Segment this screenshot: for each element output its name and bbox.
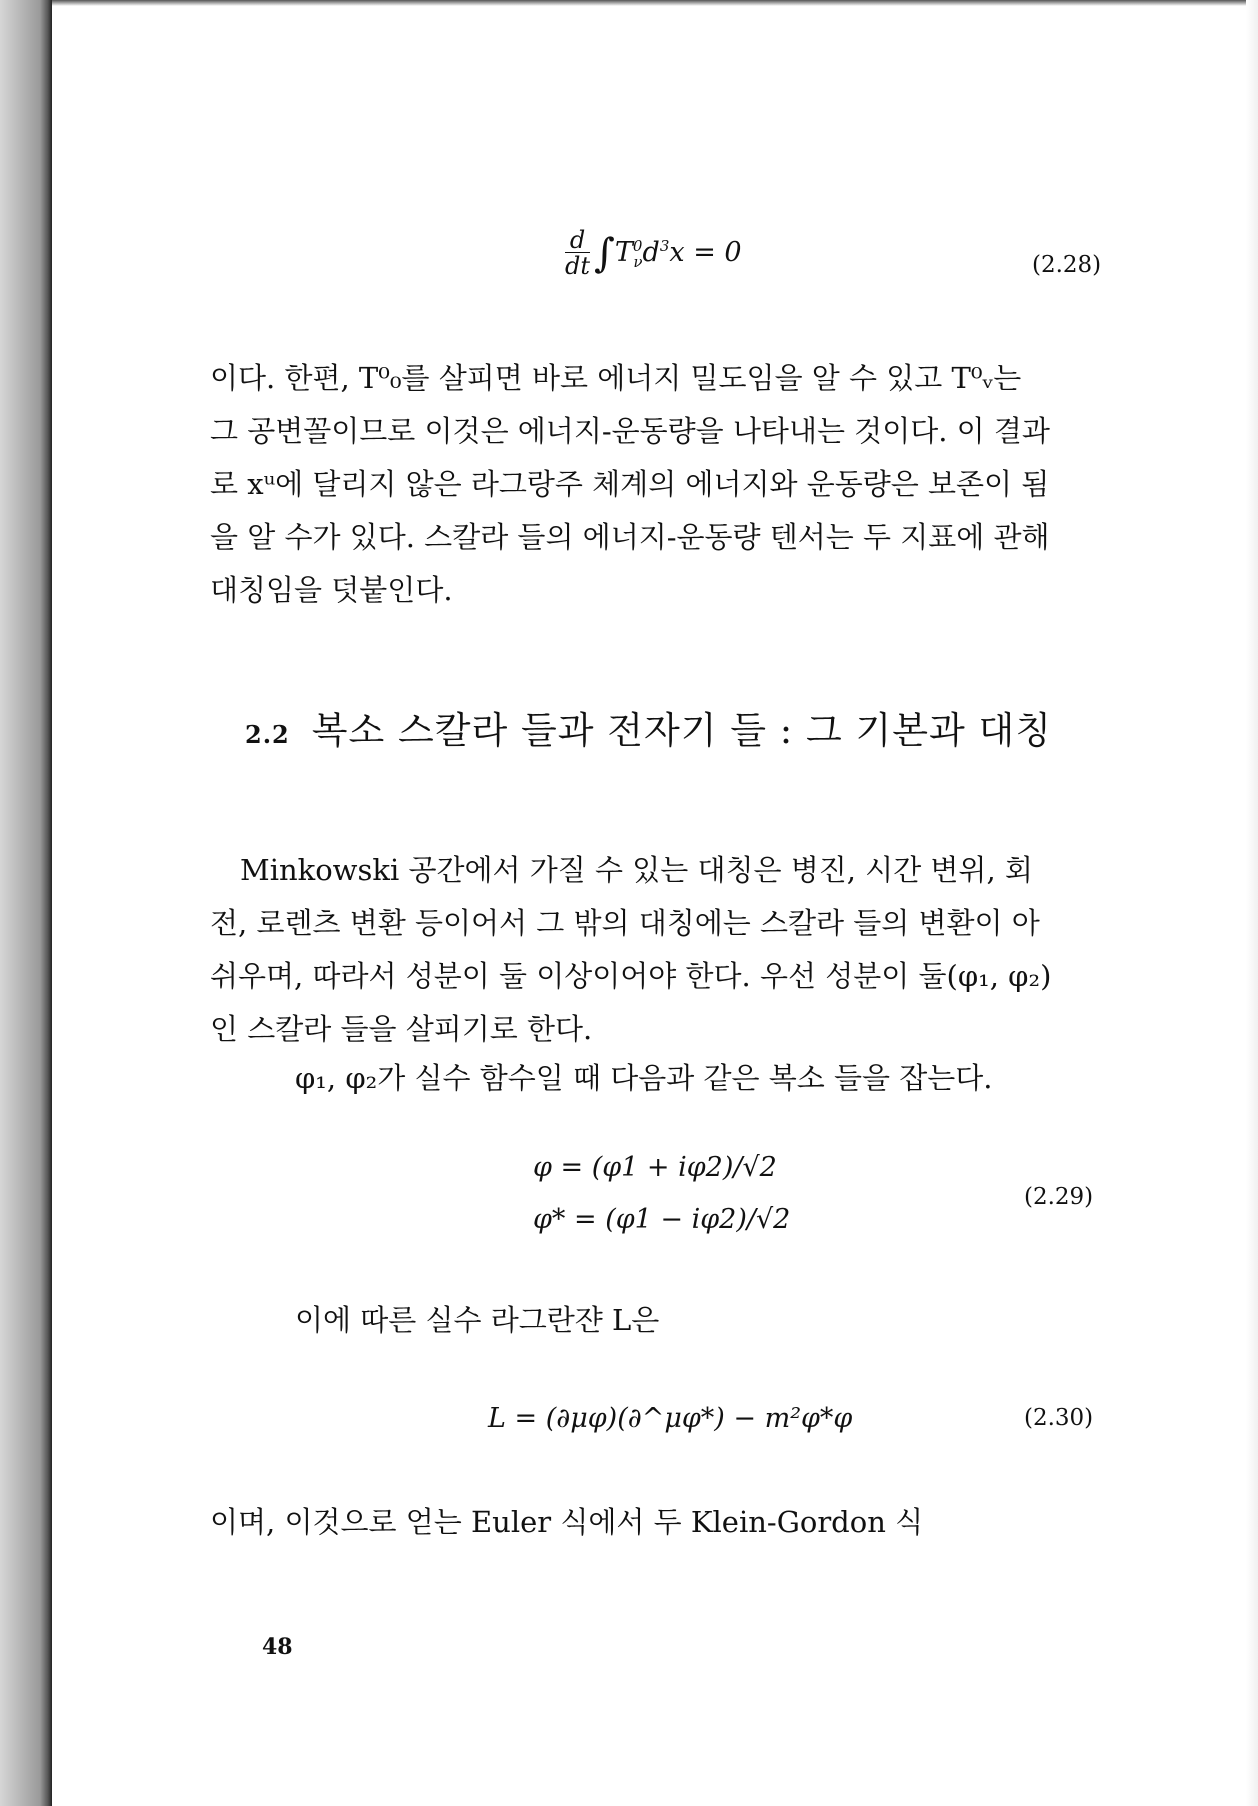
text-line: φ₁, φ₂가 실수 함수일 때 다음과 같은 복소 들을 잡는다.	[295, 1061, 993, 1095]
equation-number: (2.28)	[1032, 252, 1102, 278]
section-number: 2.2	[245, 720, 290, 749]
text-line: 로 xᵘ에 달리지 않은 라그랑주 체계의 에너지와 운동량은 보존이 됨	[210, 467, 1050, 501]
page-number: 48	[262, 1634, 293, 1660]
paragraph-euler	[210, 1496, 1128, 1549]
text-line: 전, 로렌츠 변환 등이어서 그 밖의 대칭에는 스칼라 들의 변환이 아	[210, 906, 1040, 940]
equation-number: (2.30)	[1024, 1405, 1094, 1431]
text-line: 인 스칼라 들을 살피기로 한다.	[210, 1012, 593, 1046]
paragraph-energy-momentum	[210, 352, 1128, 617]
text-line: 그 공변꼴이므로 이것은 에너지-운동량을 나타내는 것이다. 이 결과	[210, 414, 1050, 448]
page-binding-shadow	[0, 0, 52, 1806]
equation-2-29-line1: φ = (φ1 + iφ2)/√2	[533, 1152, 777, 1183]
equation-2-28: $\frac{d}{dt}$ $\int T^0_\nu d^3x = 0$	[565, 226, 742, 280]
section-title: 복소 스칼라 들과 전자기 들 : 그 기본과 대칭	[311, 709, 1052, 752]
text-line: 대칭임을 덧붙인다.	[210, 573, 453, 607]
paragraph-lagrangian-intro	[295, 1294, 1135, 1347]
section-heading	[245, 700, 1052, 754]
text-line: 쉬우며, 따라서 성분이 둘 이상이어야 한다. 우선 성분이 둘(φ₁, φ₂)	[210, 959, 1052, 993]
text-line: 을 알 수가 있다. 스칼라 들의 에너지-운동량 텐서는 두 지표에 관해	[210, 520, 1050, 554]
paragraph-symmetry	[210, 844, 1128, 1056]
equation-2-29-line2: φ* = (φ1 − iφ2)/√2	[533, 1204, 791, 1235]
text-line: Minkowski 공간에서 가질 수 있는 대칭은 병진, 시간 변위, 회	[240, 853, 1033, 887]
equation-number: (2.29)	[1024, 1184, 1094, 1210]
text-line: 이다. 한편, T⁰₀를 살피면 바로 에너지 밀도임을 알 수 있고 T⁰ᵥ는	[210, 361, 1022, 395]
equation-2-30: L = (∂μφ)(∂^μφ*) − m²φ*φ	[488, 1403, 853, 1434]
paragraph-complex-fields	[295, 1052, 1135, 1105]
page-right-edge	[1246, 0, 1258, 1806]
text-line: 이에 따른 실수 라그란쟌 L은	[295, 1303, 660, 1337]
text-line: 이며, 이것으로 얻는 Euler 식에서 두 Klein-Gordon 식	[210, 1505, 924, 1539]
